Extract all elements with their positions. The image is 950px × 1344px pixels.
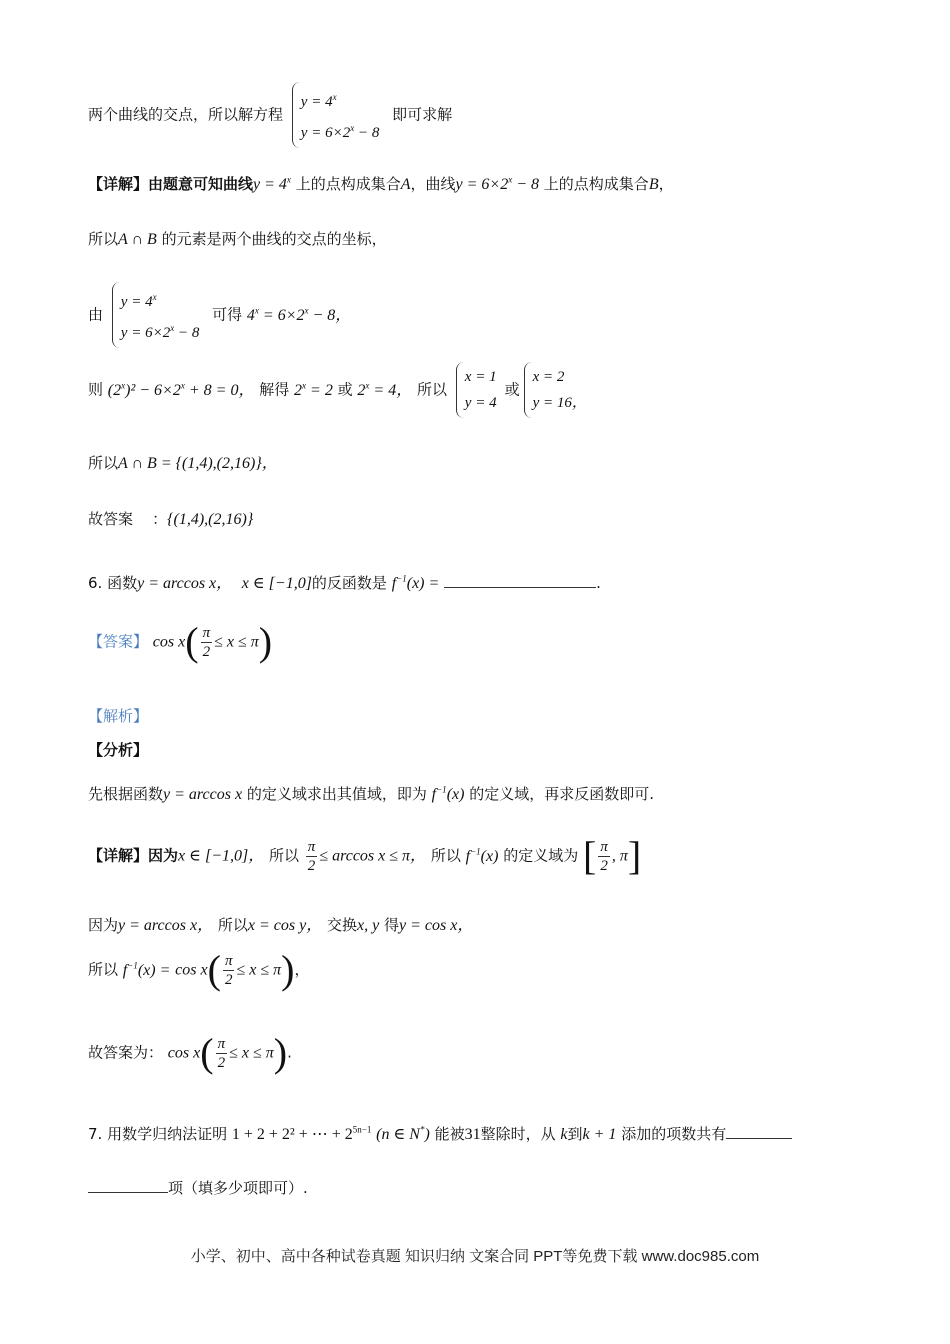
answer-blank bbox=[88, 1192, 168, 1193]
answer-line: 【答案】 cos x( $\frac{\pi}{2}$ ≤ x ≤ π) bbox=[88, 619, 273, 664]
text-line: 故答案为： cos x( $\frac{\pi}{2}$ ≤ x ≤ π). bbox=[88, 1030, 292, 1075]
text-line: 由 $y = 4^x$ $y = 6\times 2^x - 8$ 可得 $4^x = 6\times 2^x - 8$， bbox=[88, 282, 351, 348]
text: 即可求解 bbox=[392, 105, 453, 124]
answer-blank bbox=[726, 1138, 792, 1139]
question-6: 6. 函数y = arccos x， x ∈ [−1,0]的反函数是 $f^{-1}(x)$ = . bbox=[88, 573, 601, 592]
text-line: 【详解】由题意可知曲线$y = 4^x$ 上的点构成集合A，曲线$y = 6\times 2^x - 8$ 上的点构成集合B， bbox=[88, 174, 674, 193]
text-line: 所以 $f^{-1}(x) = \cos x$( $\frac{\pi}{2}$ ≤ x ≤ π)， bbox=[88, 947, 310, 992]
equation-system: x = 1 y = 4 bbox=[456, 362, 501, 418]
text: 两个曲线的交点，所以解方程 bbox=[88, 105, 284, 124]
equation-system: x = 2 y = 16， bbox=[524, 362, 591, 418]
answer-label: 【答案】 bbox=[88, 632, 149, 651]
text-line: 因为y = arccos x， 所以x = cos y， 交换x, y 得y = cos x， bbox=[88, 916, 474, 934]
footer-text: 小学、初中、高中各种试卷真题 知识归纳 文案合同 PPT等免费下载 www.doc985.com bbox=[190, 1248, 760, 1265]
text: 【详解】由题意可知曲线 bbox=[88, 175, 254, 193]
equation-system: $y = 4^x$ $y = 6\times 2^x - 8$ bbox=[292, 82, 384, 148]
text-line: 所以A ∩ B = {(1,4),(2,16)}， bbox=[88, 454, 278, 472]
question-7-cont: 项（填多少项即可）. bbox=[88, 1177, 308, 1198]
answer-blank bbox=[444, 587, 596, 588]
fenxi-label: 【分析】 bbox=[88, 741, 149, 759]
question-7: 7. 用数学归纳法证明 1 + 2 + 2² + ⋯ + $2^{5n-1}$ (n ∈ N*) 能被31整除时，从 k到k + 1 添加的项数共有 bbox=[88, 1123, 792, 1144]
text-line: 所以A ∩ B 的元素是两个曲线的交点的坐标， bbox=[88, 230, 387, 248]
text-line bbox=[88, 82, 452, 148]
equation-system: $y = 4^x$ $y = 6\times 2^x - 8$ bbox=[112, 282, 204, 348]
text-line: 先根据函数y = arccos x 的定义域求出其值域，即为 $f^{-1}(x)$ 的定义域，再求反函数即可. bbox=[88, 784, 655, 803]
text-line: 【详解】因为x ∈ [−1,0]， 所以 $\frac{\pi}{2}$ ≤ arccos x ≤ π， 所以 $f^{-1}(x)$ 的定义域为 [ $\frac{\pi}{2}$ , π] bbox=[88, 833, 642, 878]
analysis-label: 【解析】 bbox=[88, 707, 149, 725]
text-line: 则 $(2^x)^2 - 6\times 2^x + 8 = 0$， 解得 $2^x = 2$ 或 $2^x = 4$， 所以 x = 1 y = 4 或 x = 2 y = 16， bbox=[88, 362, 595, 418]
text-line: 故答案 ：{(1,4),(2,16)} bbox=[88, 510, 254, 528]
